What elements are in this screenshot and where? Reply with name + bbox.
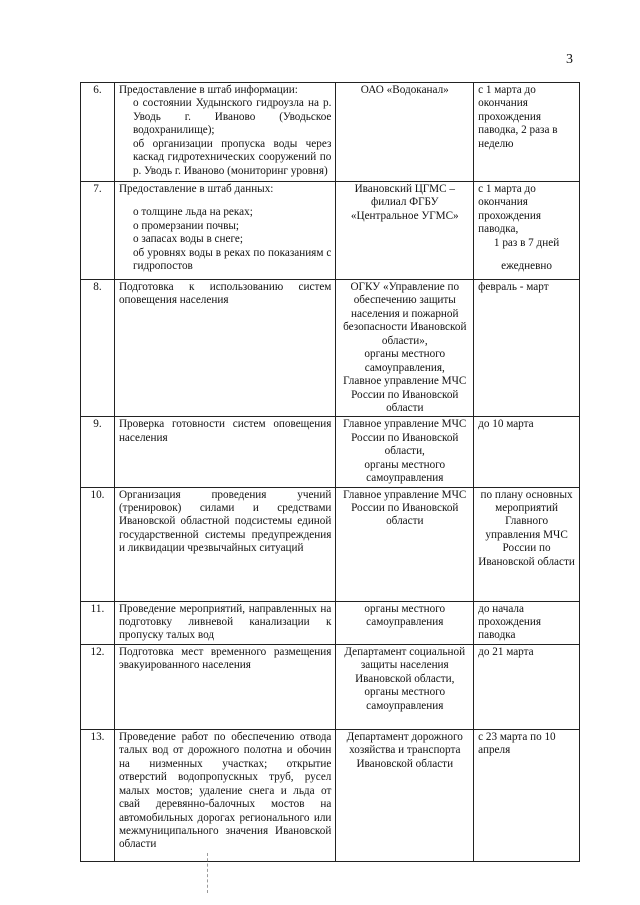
term-line: до 21 марта xyxy=(478,645,534,658)
responsible-line: органы местного самоуправления xyxy=(364,458,446,485)
table-row xyxy=(81,182,580,280)
responsible-line: «Центральное УГМС» xyxy=(350,209,459,222)
task-line: об уровнях воды в реках по показаниям с гидропостов xyxy=(132,246,332,273)
term-line: ежедневно xyxy=(501,260,552,273)
responsible-cell xyxy=(336,487,474,601)
row-number: 8. xyxy=(81,280,115,417)
task-line: Проверка готовности систем оповещения населения xyxy=(118,418,332,444)
responsible-cell xyxy=(336,644,474,729)
scan-artifact-line xyxy=(207,853,209,893)
term-line: 1 раз в 7 дней xyxy=(493,236,560,249)
responsible-line: Департамент социальной защиты населения Ивановской области, xyxy=(344,645,466,685)
task-line: Проведение работ по обеспечению отвода талых вод от дорожного полотна и обочин на низменных участках; открытие отверстий водопропускных труб, русел малых мостов; удаление снега и льда от свай деревянно-балочных мостов на автомобильных дорогах регионального или межмуниципального значения Ивановской области xyxy=(118,730,332,851)
responsible-line: органы местного самоуправления, xyxy=(364,348,446,374)
task-line: об организации пропуска воды через каскад гидротехнических сооружений по р. Уводь г. Иваново (мониторинг уровня) xyxy=(132,137,332,177)
responsible-line: органы местного самоуправления xyxy=(364,686,446,712)
term-line: с 1 марта до окончания прохождения паводка, xyxy=(478,183,542,236)
term-line: с 1 марта до окончания прохождения паводка, 2 раза в неделю xyxy=(478,84,558,150)
responsible-line: Главное управление МЧС России по Ивановской области xyxy=(343,488,467,528)
task-line: Организация проведения учений (тренировок) силами и средствами Ивановской областной подсистемы единой государственной системы предупреждения и ликвидации чрезвычайных ситуаций xyxy=(118,488,332,555)
task-line: о состоянии Худынского гидроузла на р. Уводь г. Иваново (Уводьское водохранилище); xyxy=(132,97,332,137)
table-row xyxy=(81,601,580,644)
term-cell xyxy=(474,83,580,182)
row-number: 6. xyxy=(81,83,115,182)
table-row xyxy=(81,487,580,601)
task-line: Подготовка к использованию систем оповещения населения xyxy=(118,281,332,307)
responsible-line: органы местного самоуправления xyxy=(364,602,446,628)
term-line: с 23 марта по 10 апреля xyxy=(478,730,556,757)
task-line: о запасах воды в снеге; xyxy=(132,233,243,246)
task-cell xyxy=(114,729,335,861)
responsible-line: Департамент дорожного хозяйства и транспорта Ивановской области xyxy=(346,730,463,770)
responsible-line: филиал ФГБУ xyxy=(371,196,439,209)
term-line: по плану основных мероприятий Главного управления МЧС России по Ивановской области xyxy=(478,488,575,568)
task-line: о толщине льда на реках; xyxy=(132,206,253,219)
term-line: февраль - март xyxy=(478,281,549,293)
responsible-cell xyxy=(336,182,474,280)
responsible-line: Главное управление МЧС России по Ивановской области, xyxy=(343,418,467,458)
task-cell xyxy=(114,417,335,487)
task-cell xyxy=(114,487,335,601)
task-cell xyxy=(114,644,335,729)
table-row xyxy=(81,280,580,417)
task-cell xyxy=(114,83,335,182)
term-cell xyxy=(474,182,580,280)
page-number: 3 xyxy=(566,52,573,67)
table-row xyxy=(81,729,580,861)
responsible-line: ОАО «Водоканал» xyxy=(360,84,449,96)
task-line: о промерзании почвы; xyxy=(132,219,240,232)
task-line: Подготовка мест временного размещения эвакуированного населения xyxy=(118,645,332,672)
task-cell xyxy=(114,182,335,280)
task-line: Проведение мероприятий, направленных на подготовку ливневой канализации к пропуску талых вод xyxy=(118,602,332,642)
term-cell xyxy=(474,417,580,487)
row-number: 10. xyxy=(81,487,115,601)
measures-table xyxy=(80,82,580,862)
task-cell xyxy=(114,280,335,417)
row-number: 13. xyxy=(81,729,115,861)
responsible-cell xyxy=(336,601,474,644)
row-number: 7. xyxy=(81,182,115,280)
row-number: 11. xyxy=(81,601,115,644)
task-line: Предоставление в штаб информации: xyxy=(118,84,298,96)
term-cell xyxy=(474,601,580,644)
responsible-line: Ивановский ЦГМС – xyxy=(354,183,455,195)
task-line: Предоставление в штаб данных: xyxy=(118,183,274,195)
term-line: до начала прохождения паводка xyxy=(478,602,542,642)
task-cell xyxy=(114,601,335,644)
table-row xyxy=(81,417,580,487)
responsible-cell xyxy=(336,417,474,487)
table-row xyxy=(81,83,580,182)
table-row xyxy=(81,644,580,729)
responsible-cell xyxy=(336,83,474,182)
responsible-line: ОГКУ «Управление по обеспечению защиты населения и пожарной безопасности Ивановской области», xyxy=(343,281,467,347)
term-cell xyxy=(474,644,580,729)
term-line: до 10 марта xyxy=(478,418,534,431)
term-cell xyxy=(474,280,580,417)
responsible-line: Главное управление МЧС России по Ивановской области xyxy=(343,375,467,414)
responsible-cell xyxy=(336,729,474,861)
row-number: 12. xyxy=(81,644,115,729)
row-number: 9. xyxy=(81,417,115,487)
responsible-cell xyxy=(336,280,474,417)
term-cell xyxy=(474,487,580,601)
term-cell xyxy=(474,729,580,861)
